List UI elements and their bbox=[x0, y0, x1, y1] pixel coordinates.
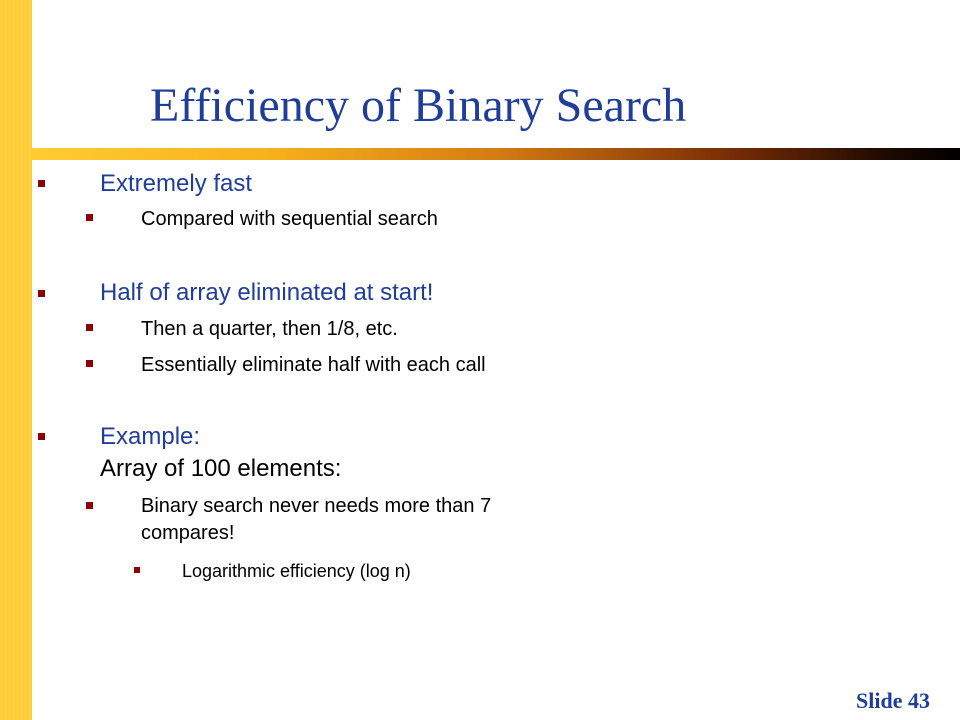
sub-bullet-text: Essentially eliminate half with each call bbox=[141, 354, 486, 376]
sub-bullet-text-continued: compares! bbox=[141, 522, 235, 544]
yellow-sidebar bbox=[0, 0, 32, 720]
sub-bullet-text: Binary search never needs more than 7 bbox=[141, 495, 492, 517]
bullet-text: Example: bbox=[100, 423, 201, 450]
bullet-text: Extremely fast bbox=[100, 170, 253, 197]
bullet-icon bbox=[38, 180, 45, 187]
bullet-icon bbox=[38, 433, 45, 440]
bullet-icon bbox=[38, 290, 45, 297]
bullet-icon bbox=[86, 324, 93, 331]
bullet-icon bbox=[86, 502, 93, 509]
sub-bullet-text: Then a quarter, then 1/8, etc. bbox=[141, 318, 398, 340]
slide-number: Slide 43 bbox=[856, 688, 930, 713]
title-divider bbox=[32, 148, 960, 160]
bullet-icon bbox=[86, 360, 93, 367]
bullet-text: Half of array eliminated at start! bbox=[100, 279, 434, 306]
slide-title: Efficiency of Binary Search bbox=[150, 79, 687, 132]
sub-sub-bullet-text: Logarithmic efficiency (log n) bbox=[182, 561, 411, 581]
bullet-text-continued: Array of 100 elements: bbox=[100, 455, 342, 482]
sub-bullet-text: Compared with sequential search bbox=[141, 208, 438, 230]
bullet-icon bbox=[134, 567, 140, 573]
bullet-icon bbox=[86, 214, 93, 221]
